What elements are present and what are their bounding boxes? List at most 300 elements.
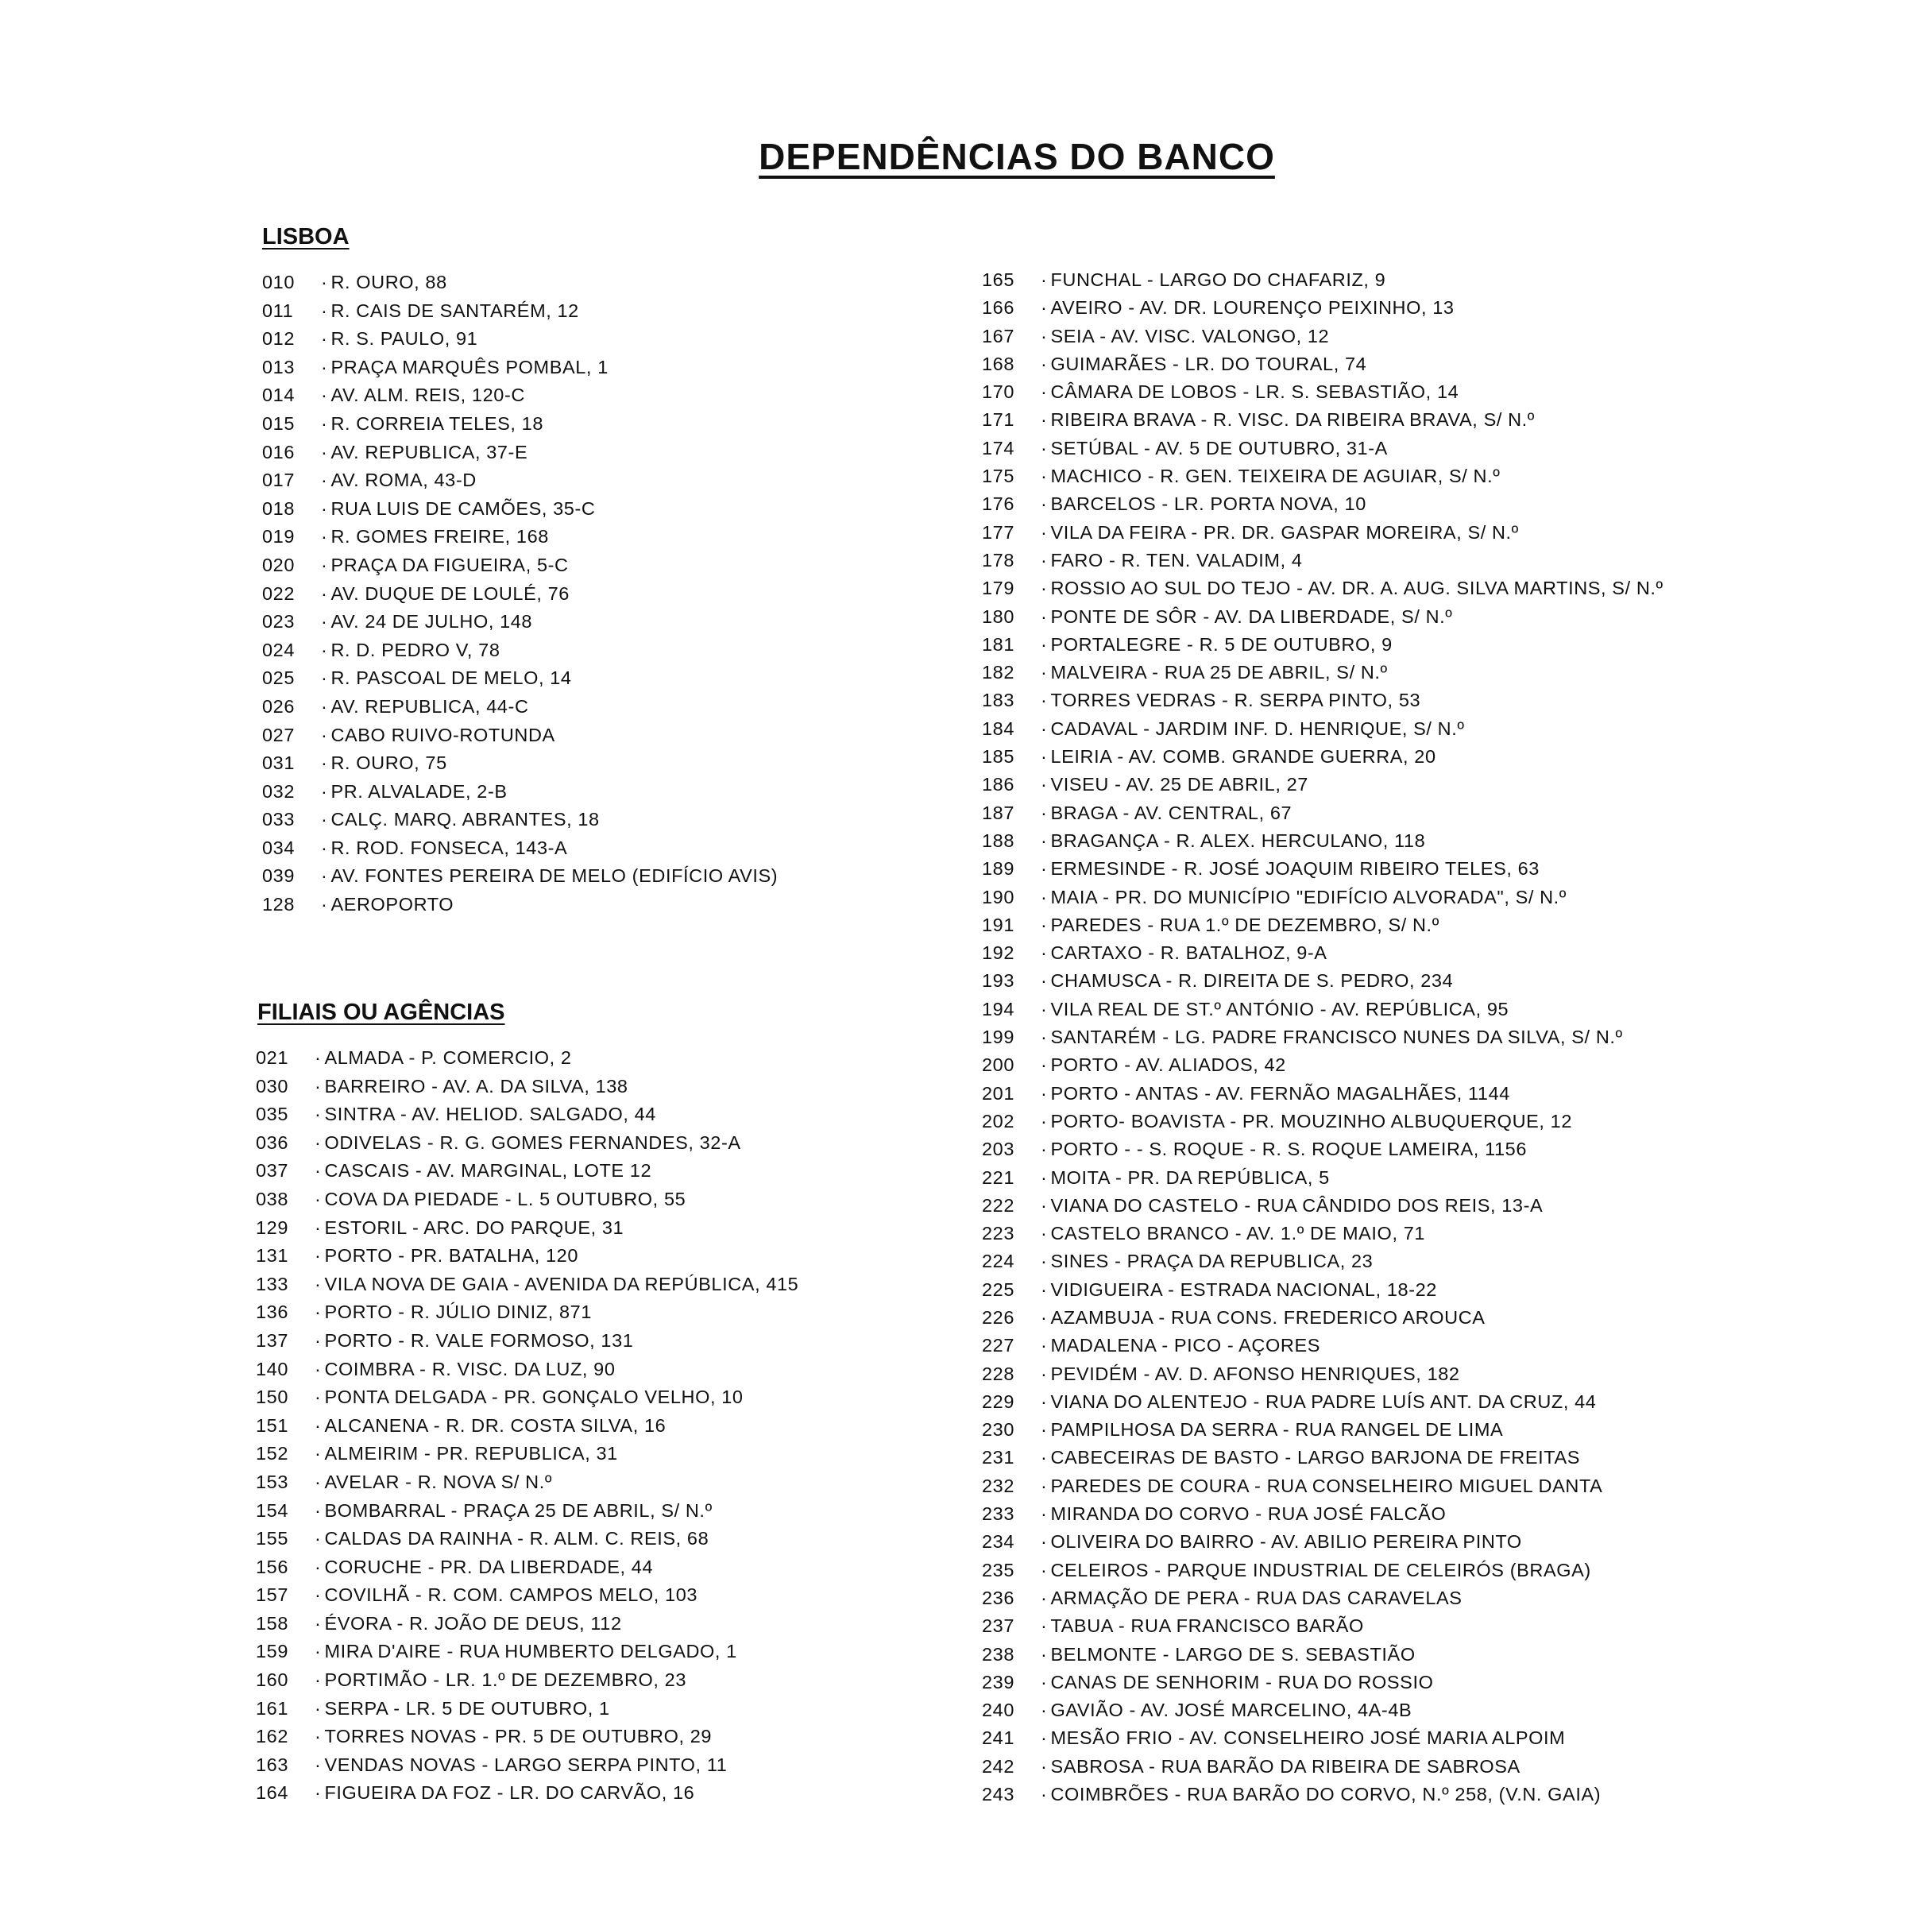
separator-dash: · (1041, 578, 1048, 599)
separator-dash: · (1041, 1615, 1048, 1637)
branch-address: SANTARÉM - LG. PADRE FRANCISCO NUNES DA SILVA, S/ N.º (1050, 1027, 1623, 1048)
list-item (982, 939, 1663, 967)
branch-address: R. D. PEDRO V, 78 (330, 639, 500, 660)
list-item (982, 967, 1663, 995)
separator-dash: · (321, 809, 328, 830)
list-item (256, 1412, 798, 1441)
list-item (262, 551, 778, 580)
separator-dash: · (315, 1329, 322, 1351)
separator-dash: · (1041, 1587, 1048, 1608)
list-item (982, 1135, 1663, 1163)
separator-dash: · (1041, 970, 1048, 992)
separator-dash: · (315, 1669, 322, 1691)
list-item (256, 1497, 798, 1526)
branch-address: CALDAS DA RAINHA - R. ALM. C. REIS, 68 (324, 1528, 709, 1549)
list-item (982, 547, 1663, 574)
branch-address: CARTAXO - R. BATALHOZ, 9-A (1050, 942, 1327, 964)
branch-number: 184 (982, 718, 1015, 739)
branch-address: TORRES VEDRAS - R. SERPA PINTO, 53 (1050, 690, 1421, 711)
branch-number: 229 (982, 1391, 1015, 1412)
branch-number: 159 (256, 1641, 289, 1662)
branch-number: 011 (262, 300, 294, 321)
separator-dash: · (1041, 1727, 1048, 1749)
branch-address: MIRA D'AIRE - RUA HUMBERTO DELGADO, 1 (324, 1641, 737, 1662)
list-item (982, 1220, 1663, 1247)
branch-address: COIMBRÕES - RUA BARÃO DO CORVO, N.º 258, (V.N. GAIA) (1050, 1784, 1602, 1805)
list-item (262, 410, 778, 439)
list-item (256, 1525, 798, 1553)
branch-number: 193 (982, 970, 1015, 992)
list-item (982, 406, 1663, 434)
branch-address: ROSSIO AO SUL DO TEJO - AV. DR. A. AUG. SILVA MARTINS, S/ N.º (1050, 578, 1663, 599)
list-item (256, 1214, 798, 1243)
branch-number: 182 (982, 662, 1015, 683)
branch-number: 152 (256, 1443, 289, 1464)
list-item (982, 631, 1663, 659)
separator-dash: · (1041, 802, 1048, 823)
list-item (256, 1581, 798, 1610)
separator-dash: · (321, 724, 328, 745)
list-item (256, 1100, 798, 1129)
list-item (982, 1164, 1663, 1192)
lisboa-heading: LISBOA (262, 224, 350, 249)
separator-dash: · (321, 470, 328, 491)
list-item (262, 523, 778, 551)
branch-address: SERPA - LR. 5 DE OUTUBRO, 1 (324, 1697, 610, 1719)
separator-dash: · (1041, 549, 1048, 571)
separator-dash: · (315, 1782, 322, 1804)
branch-address: PORTIMÃO - LR. 1.º DE DEZEMBRO, 23 (324, 1669, 686, 1691)
branch-number: 154 (256, 1499, 289, 1521)
list-item (982, 659, 1663, 687)
separator-dash: · (315, 1528, 322, 1549)
branch-number: 188 (982, 830, 1015, 851)
branch-number: 178 (982, 549, 1015, 571)
branch-number: 015 (262, 412, 296, 434)
branch-number: 171 (982, 409, 1015, 431)
branch-address: VISEU - AV. 25 DE ABRIL, 27 (1050, 774, 1308, 795)
separator-dash: · (1041, 1643, 1048, 1665)
branch-address: VIANA DO ALENTEJO - RUA PADRE LUÍS ANT. DA CRUZ, 44 (1050, 1391, 1597, 1412)
separator-dash: · (1041, 1784, 1048, 1805)
branch-address: PORTO - - S. ROQUE - R. S. ROQUE LAMEIRA, 1156 (1050, 1139, 1528, 1160)
list-item (262, 721, 778, 750)
list-item (982, 1192, 1663, 1220)
branch-address: ALMADA - P. COMERCIO, 2 (324, 1047, 572, 1068)
list-item (256, 1242, 798, 1271)
separator-dash: · (1041, 942, 1048, 964)
branch-number: 170 (982, 381, 1015, 403)
list-item (982, 884, 1663, 911)
list-item (982, 996, 1663, 1023)
list-item (982, 771, 1663, 799)
list-item (256, 1383, 798, 1412)
list-item (982, 1612, 1663, 1640)
branch-number: 023 (262, 611, 296, 632)
separator-dash: · (1041, 746, 1048, 768)
list-item (262, 749, 778, 778)
list-item (982, 1108, 1663, 1135)
branch-address: ESTORIL - ARC. DO PARQUE, 31 (324, 1217, 624, 1238)
branch-number: 181 (982, 633, 1015, 655)
separator-dash: · (315, 1245, 322, 1267)
separator-dash: · (1041, 1251, 1048, 1272)
branch-address: AV. REPUBLICA, 44-C (330, 695, 529, 717)
branch-address: R. CAIS DE SANTARÉM, 12 (330, 300, 579, 321)
branch-number: 166 (982, 297, 1015, 319)
list-item (982, 1584, 1663, 1612)
list-item (982, 350, 1663, 378)
branch-number: 203 (982, 1139, 1015, 1160)
list-item (982, 435, 1663, 462)
branch-address: BARCELOS - LR. PORTA NOVA, 10 (1050, 493, 1366, 515)
separator-dash: · (1041, 858, 1048, 880)
branch-number: 019 (262, 526, 296, 547)
list-item (262, 778, 778, 807)
list-item (256, 1271, 798, 1299)
list-item (982, 462, 1663, 490)
branch-address: SINES - PRAÇA DA REPUBLICA, 23 (1050, 1251, 1374, 1272)
branch-number: 016 (262, 441, 296, 462)
branch-address: TORRES NOVAS - PR. 5 DE OUTUBRO, 29 (324, 1726, 713, 1747)
branch-number: 200 (982, 1054, 1015, 1076)
branch-address: R. S. PAULO, 91 (330, 328, 478, 350)
separator-dash: · (1041, 1700, 1048, 1721)
branch-address: ALCANENA - R. DR. COSTA SILVA, 16 (324, 1414, 667, 1436)
branch-address: AEROPORTO (330, 894, 454, 915)
branch-address: PAREDES - RUA 1.º DE DEZEMBRO, S/ N.º (1050, 914, 1439, 935)
list-item (982, 1641, 1663, 1669)
branch-address: PR. ALVALADE, 2-B (330, 780, 508, 802)
separator-dash: · (321, 639, 328, 660)
branch-number: 021 (256, 1047, 289, 1068)
separator-dash: · (1041, 325, 1048, 346)
branch-address: PONTA DELGADA - PR. GONÇALO VELHO, 10 (324, 1387, 744, 1408)
separator-dash: · (1041, 493, 1048, 515)
separator-dash: · (321, 412, 328, 434)
list-item (262, 693, 778, 721)
list-item (982, 911, 1663, 939)
branch-number: 151 (256, 1414, 289, 1436)
list-item (262, 269, 778, 297)
branch-address: CALÇ. MARQ. ABRANTES, 18 (330, 809, 600, 830)
branch-address: GAVIÃO - AV. JOSÉ MARCELINO, 4A-4B (1050, 1700, 1412, 1721)
separator-dash: · (321, 272, 328, 292)
list-item (262, 862, 778, 891)
branch-address: AV. REPUBLICA, 37-E (330, 441, 528, 462)
branch-address: R. ROD. FONSECA, 143-A (330, 837, 568, 858)
list-item (256, 1157, 798, 1186)
lisboa-list (262, 269, 778, 919)
separator-dash: · (1041, 1335, 1048, 1356)
separator-dash: · (315, 1075, 322, 1097)
list-item (982, 1051, 1663, 1079)
list-item (982, 1500, 1663, 1528)
branch-number: 239 (982, 1671, 1015, 1692)
branch-address: MADALENA - PICO - AÇORES (1050, 1335, 1320, 1356)
branch-number: 179 (982, 578, 1015, 599)
list-item (256, 1723, 798, 1751)
separator-dash: · (1041, 1447, 1048, 1468)
branch-address: SABROSA - RUA BARÃO DA RIBEIRA DE SABROSA (1050, 1755, 1520, 1777)
branch-number: 174 (982, 437, 1015, 458)
separator-dash: · (315, 1726, 322, 1747)
branch-address: MESÃO FRIO - AV. CONSELHEIRO JOSÉ MARIA ALPOIM (1050, 1727, 1566, 1749)
list-item (262, 636, 778, 665)
separator-dash: · (315, 1160, 322, 1182)
list-item (982, 294, 1663, 322)
separator-dash: · (1041, 914, 1048, 935)
branch-number: 168 (982, 353, 1015, 374)
separator-dash: · (1041, 1194, 1048, 1216)
branch-number: 020 (262, 554, 296, 575)
branch-address: BRAGA - AV. CENTRAL, 67 (1050, 802, 1293, 823)
branch-number: 017 (262, 470, 296, 491)
branch-number: 156 (256, 1556, 289, 1577)
separator-dash: · (315, 1387, 322, 1408)
separator-dash: · (1041, 437, 1048, 458)
branch-address: VILA NOVA DE GAIA - AVENIDA DA REPÚBLICA, 415 (324, 1273, 799, 1294)
separator-dash: · (1041, 1391, 1048, 1412)
list-item (982, 1276, 1663, 1304)
branch-number: 039 (262, 865, 296, 887)
separator-dash: · (1041, 1755, 1048, 1777)
separator-dash: · (315, 1584, 322, 1606)
list-item (982, 574, 1663, 602)
branch-number: 140 (256, 1358, 289, 1379)
branch-list-right (982, 266, 1663, 1808)
separator-dash: · (321, 385, 328, 406)
separator-dash: · (315, 1273, 322, 1294)
separator-dash: · (315, 1641, 322, 1662)
branch-address: AV. 24 DE JULHO, 148 (330, 611, 533, 632)
separator-dash: · (315, 1217, 322, 1238)
separator-dash: · (1041, 774, 1048, 795)
branch-number: 155 (256, 1528, 289, 1549)
branch-number: 037 (256, 1160, 289, 1182)
branch-address: SINTRA - AV. HELIOD. SALGADO, 44 (324, 1104, 656, 1125)
separator-dash: · (321, 356, 328, 377)
list-item (256, 1610, 798, 1638)
branch-number: 150 (256, 1387, 289, 1408)
separator-dash: · (315, 1612, 322, 1634)
list-item (982, 1472, 1663, 1500)
branch-address: VENDAS NOVAS - LARGO SERPA PINTO, 11 (324, 1754, 728, 1775)
branch-address: AZAMBUJA - RUA CONS. FREDERICO AROUCA (1050, 1306, 1486, 1328)
branch-address: VIANA DO CASTELO - RUA CÂNDIDO DOS REIS, 13-A (1050, 1194, 1544, 1216)
list-item (262, 466, 778, 495)
filiais-heading: FILIAIS OU AGÊNCIAS (257, 1000, 505, 1025)
branch-address: CANAS DE SENHORIM - RUA DO ROSSIO (1050, 1671, 1434, 1692)
branch-address: ALMEIRIM - PR. REPUBLICA, 31 (324, 1443, 618, 1464)
list-item (982, 519, 1663, 547)
branch-address: RIBEIRA BRAVA - R. VISC. DA RIBEIRA BRAVA, S/ N.º (1050, 409, 1535, 431)
separator-dash: · (1041, 1278, 1048, 1300)
branch-number: 232 (982, 1475, 1015, 1496)
list-item (262, 325, 778, 354)
branch-number: 158 (256, 1612, 289, 1634)
branch-number: 243 (982, 1784, 1015, 1805)
separator-dash: · (315, 1358, 322, 1379)
separator-dash: · (315, 1556, 322, 1577)
list-item (982, 1696, 1663, 1724)
list-item (982, 1724, 1663, 1752)
branch-number: 133 (256, 1273, 289, 1294)
list-item (256, 1468, 798, 1497)
list-item (982, 378, 1663, 406)
branch-address: COVILHÃ - R. COM. CAMPOS MELO, 103 (324, 1584, 698, 1606)
branch-address: COIMBRA - R. VISC. DA LUZ, 90 (324, 1358, 616, 1379)
branch-address: MAIA - PR. DO MUNICÍPIO "EDIFÍCIO ALVORADA", S/ N.º (1050, 886, 1567, 907)
branch-number: 160 (256, 1669, 289, 1691)
separator-dash: · (321, 441, 328, 462)
branch-address: PEVIDÉM - AV. D. AFONSO HENRIQUES, 182 (1050, 1363, 1460, 1384)
branch-address: PORTO- BOAVISTA - PR. MOUZINHO ALBUQUERQUE, 12 (1050, 1110, 1573, 1131)
branch-address: BELMONTE - LARGO DE S. SEBASTIÃO (1050, 1643, 1416, 1665)
list-item (982, 855, 1663, 883)
list-item (256, 1186, 798, 1214)
branch-number: 236 (982, 1587, 1015, 1608)
branch-number: 026 (262, 695, 296, 717)
separator-dash: · (1041, 297, 1048, 319)
branch-number: 131 (256, 1245, 289, 1267)
separator-dash: · (321, 695, 328, 717)
separator-dash: · (1041, 466, 1048, 487)
branch-address: RUA LUIS DE CAMÕES, 35-C (330, 497, 596, 519)
branch-number: 024 (262, 639, 296, 660)
list-item (262, 608, 778, 636)
branch-address: ARMAÇÃO DE PERA - RUA DAS CARAVELAS (1050, 1587, 1463, 1608)
separator-dash: · (1041, 1419, 1048, 1441)
filiais-list (256, 1044, 798, 1808)
list-item (262, 381, 778, 410)
list-item (256, 1751, 798, 1780)
separator-dash: · (1041, 521, 1048, 543)
separator-dash: · (321, 865, 328, 887)
separator-dash: · (1041, 633, 1048, 655)
separator-dash: · (1041, 690, 1048, 711)
list-item (256, 1298, 798, 1327)
branch-number: 186 (982, 774, 1015, 795)
separator-dash: · (1041, 830, 1048, 851)
branch-number: 202 (982, 1110, 1015, 1131)
separator-dash: · (315, 1443, 322, 1464)
branch-number: 238 (982, 1643, 1015, 1665)
list-item (256, 1779, 798, 1808)
branch-number: 030 (256, 1075, 289, 1097)
separator-dash: · (1041, 409, 1048, 431)
branch-number: 022 (262, 582, 296, 604)
separator-dash: · (1041, 1671, 1048, 1692)
separator-dash: · (1041, 1166, 1048, 1188)
list-item (256, 1044, 798, 1073)
branch-address: CORUCHE - PR. DA LIBERDADE, 44 (324, 1556, 654, 1577)
branch-address: FIGUEIRA DA FOZ - LR. DO CARVÃO, 16 (324, 1782, 695, 1804)
list-item (262, 580, 778, 609)
branch-address: PRAÇA MARQUÊS POMBAL, 1 (330, 356, 609, 377)
branch-address: TABUA - RUA FRANCISCO BARÃO (1050, 1615, 1364, 1637)
list-item (982, 266, 1663, 294)
branch-number: 129 (256, 1217, 289, 1238)
list-item (262, 297, 778, 326)
branch-number: 231 (982, 1447, 1015, 1468)
branch-address: AV. DUQUE DE LOULÉ, 76 (330, 582, 570, 604)
branch-address: CASTELO BRANCO - AV. 1.º DE MAIO, 71 (1050, 1223, 1426, 1244)
list-item (262, 495, 778, 524)
branch-number: 183 (982, 690, 1015, 711)
list-item (982, 1080, 1663, 1108)
page-title: DEPENDÊNCIAS DO BANCO (759, 136, 1275, 177)
branch-number: 240 (982, 1700, 1015, 1721)
branch-number: 038 (256, 1188, 289, 1209)
separator-dash: · (315, 1131, 322, 1153)
branch-address: ODIVELAS - R. G. GOMES FERNANDES, 32-A (324, 1131, 741, 1153)
list-item (256, 1666, 798, 1695)
list-item (982, 1360, 1663, 1388)
branch-number: 010 (262, 272, 296, 292)
separator-dash: · (1041, 1503, 1048, 1525)
separator-dash: · (315, 1104, 322, 1125)
branch-number: 187 (982, 802, 1015, 823)
branch-address: BARREIRO - AV. A. DA SILVA, 138 (324, 1075, 628, 1097)
list-item (982, 1669, 1663, 1696)
branch-address: MACHICO - R. GEN. TEIXEIRA DE AGUIAR, S/ N.º (1050, 466, 1501, 487)
list-item (256, 1327, 798, 1356)
separator-dash: · (1041, 1475, 1048, 1496)
branch-number: 031 (262, 752, 296, 774)
separator-dash: · (1041, 1363, 1048, 1384)
branch-address: FARO - R. TEN. VALADIM, 4 (1050, 549, 1303, 571)
branch-address: CHAMUSCA - R. DIREITA DE S. PEDRO, 234 (1050, 970, 1454, 992)
separator-dash: · (1041, 1027, 1048, 1048)
branch-number: 176 (982, 493, 1015, 515)
separator-dash: · (1041, 353, 1048, 374)
branch-address: SEIA - AV. VISC. VALONGO, 12 (1050, 325, 1330, 346)
list-item (982, 1247, 1663, 1275)
branch-number: 225 (982, 1278, 1015, 1300)
list-item (262, 834, 778, 863)
list-item (982, 1332, 1663, 1360)
branch-number: 013 (262, 356, 296, 377)
separator-dash: · (321, 554, 328, 575)
list-item (256, 1695, 798, 1723)
separator-dash: · (1041, 1531, 1048, 1553)
separator-dash: · (321, 328, 328, 350)
branch-number: 137 (256, 1329, 289, 1351)
branch-address: VIDIGUEIRA - ESTRADA NACIONAL, 18-22 (1050, 1278, 1437, 1300)
branch-number: 222 (982, 1194, 1015, 1216)
branch-number: 162 (256, 1726, 289, 1747)
branch-number: 192 (982, 942, 1015, 964)
branch-address: PAREDES DE COURA - RUA CONSELHEIRO MIGUEL DANTA (1050, 1475, 1603, 1496)
branch-address: CASCAIS - AV. MARGINAL, LOTE 12 (324, 1160, 652, 1182)
branch-number: 237 (982, 1615, 1015, 1637)
list-item (262, 354, 778, 382)
separator-dash: · (1041, 1223, 1048, 1244)
branch-number: 194 (982, 998, 1015, 1019)
list-item (982, 687, 1663, 714)
list-item (262, 664, 778, 693)
separator-dash: · (1041, 269, 1048, 290)
branch-number: 157 (256, 1584, 289, 1606)
list-item (256, 1129, 798, 1158)
branch-address: R. GOMES FREIRE, 168 (330, 526, 549, 547)
list-item (982, 603, 1663, 631)
branch-number: 035 (256, 1104, 289, 1125)
branch-address: PORTO - AV. ALIADOS, 42 (1050, 1054, 1286, 1076)
branch-number: 224 (982, 1251, 1015, 1272)
branch-address: PORTO - R. JÚLIO DINIZ, 871 (324, 1302, 593, 1323)
